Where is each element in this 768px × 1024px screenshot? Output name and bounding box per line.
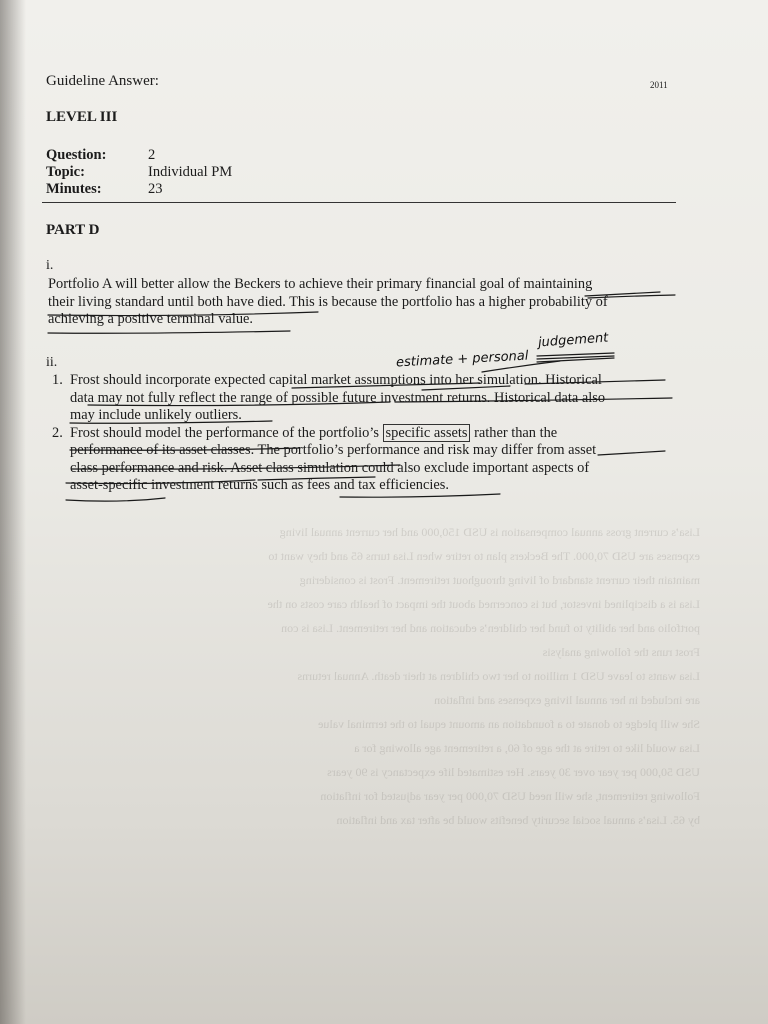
underline-mark	[88, 402, 390, 406]
year-label: 2011	[650, 80, 668, 90]
guideline-heading: Guideline Answer:	[46, 73, 159, 89]
underline-mark	[482, 361, 560, 372]
meta-label: Minutes:	[46, 181, 102, 197]
underline-mark	[422, 386, 510, 390]
text-line: Portfolio A will better allow the Beckers to achieve their primary financial goal of maintaining	[48, 276, 593, 292]
part-heading: PART D	[46, 222, 100, 238]
underline-mark	[598, 451, 665, 455]
underline-mark	[70, 448, 300, 450]
text-line: asset-specific investment returns such as fees and tax efficiencies.	[70, 477, 449, 493]
section-ii-label: ii.	[46, 355, 58, 370]
item-number: 1.	[52, 372, 63, 388]
underline-mark	[66, 480, 255, 484]
underline-mark	[292, 383, 480, 388]
text-line: their living standard until both have died. This is because the portfolio has a higher probability of	[48, 293, 608, 310]
handwritten-note-judgement: judgement	[537, 330, 609, 351]
text-line: class performance and risk. Asset class simulation could also exclude important aspects of	[70, 459, 590, 476]
meta-value: 23	[148, 181, 163, 197]
text-line: may include unlikely outliers.	[70, 407, 242, 423]
underline-mark	[258, 477, 375, 480]
meta-value: 2	[148, 147, 156, 163]
underline-mark	[48, 312, 318, 316]
level-heading: LEVEL III	[46, 109, 118, 125]
strikethrough-mark	[537, 353, 614, 362]
text-line: achieving a positive terminal value.	[48, 311, 253, 327]
underline-mark	[70, 421, 272, 423]
meta-value: Individual PM	[148, 164, 233, 180]
underline-mark	[72, 465, 400, 469]
underline-mark	[525, 380, 665, 384]
meta-label: Topic:	[46, 164, 85, 180]
text-line: data may not fully reflect the range of possible future investment returns. Historical data also	[70, 389, 606, 406]
handwritten-note-estimate: estimate + personal	[395, 348, 529, 371]
text-segment: Frost should model the performance of the portfolio’s	[70, 424, 379, 441]
underline-mark	[340, 494, 500, 497]
section-i-label: i.	[46, 258, 54, 273]
item-number: 2.	[52, 424, 63, 441]
underline-mark	[395, 398, 672, 402]
text-line: Frost should incorporate expected capital market assumptions into her simulation. Historical	[70, 372, 602, 388]
underline-mark	[66, 498, 165, 501]
text-segment: rather than the	[474, 424, 558, 441]
meta-label: Question:	[46, 147, 107, 163]
boxed-phrase: specific assets	[383, 424, 471, 442]
bleed-through-text: Lisa’s current gross annual compensation is USD 150,000 and her current annual living expenses are USD 70,000. The Beckers plan to retire when Lisa turns 65 and they want to maintain their current standard of living throughout retirement. Frost is considering Lisa is a disciplined investor, but is concerned about the impact of health care costs on the portfolio and her ability to fund her children’s education and her retirement. Lisa is con Frost runs the following analysis Lisa wants to leave USD 1 million to her two children at their death. Annual returns are included in her annual living expenses and inflation She will pledge to donate to a foundation an amount equal to the terminal value Lisa would like to retire at the age of 60, a retirement age allowing for a USD 50,000 per year over 30 years. Her estimated life expectancy is 90 years Following retirement, she will need USD 70,000 per year adjusted for inflation by 65. Lisa’s annual social security benefits would be after tax and inflation	[267, 525, 700, 827]
underline-mark	[48, 331, 290, 333]
text-line: performance of its asset classes. The portfolio’s performance and risk may differ from asset	[70, 442, 597, 458]
